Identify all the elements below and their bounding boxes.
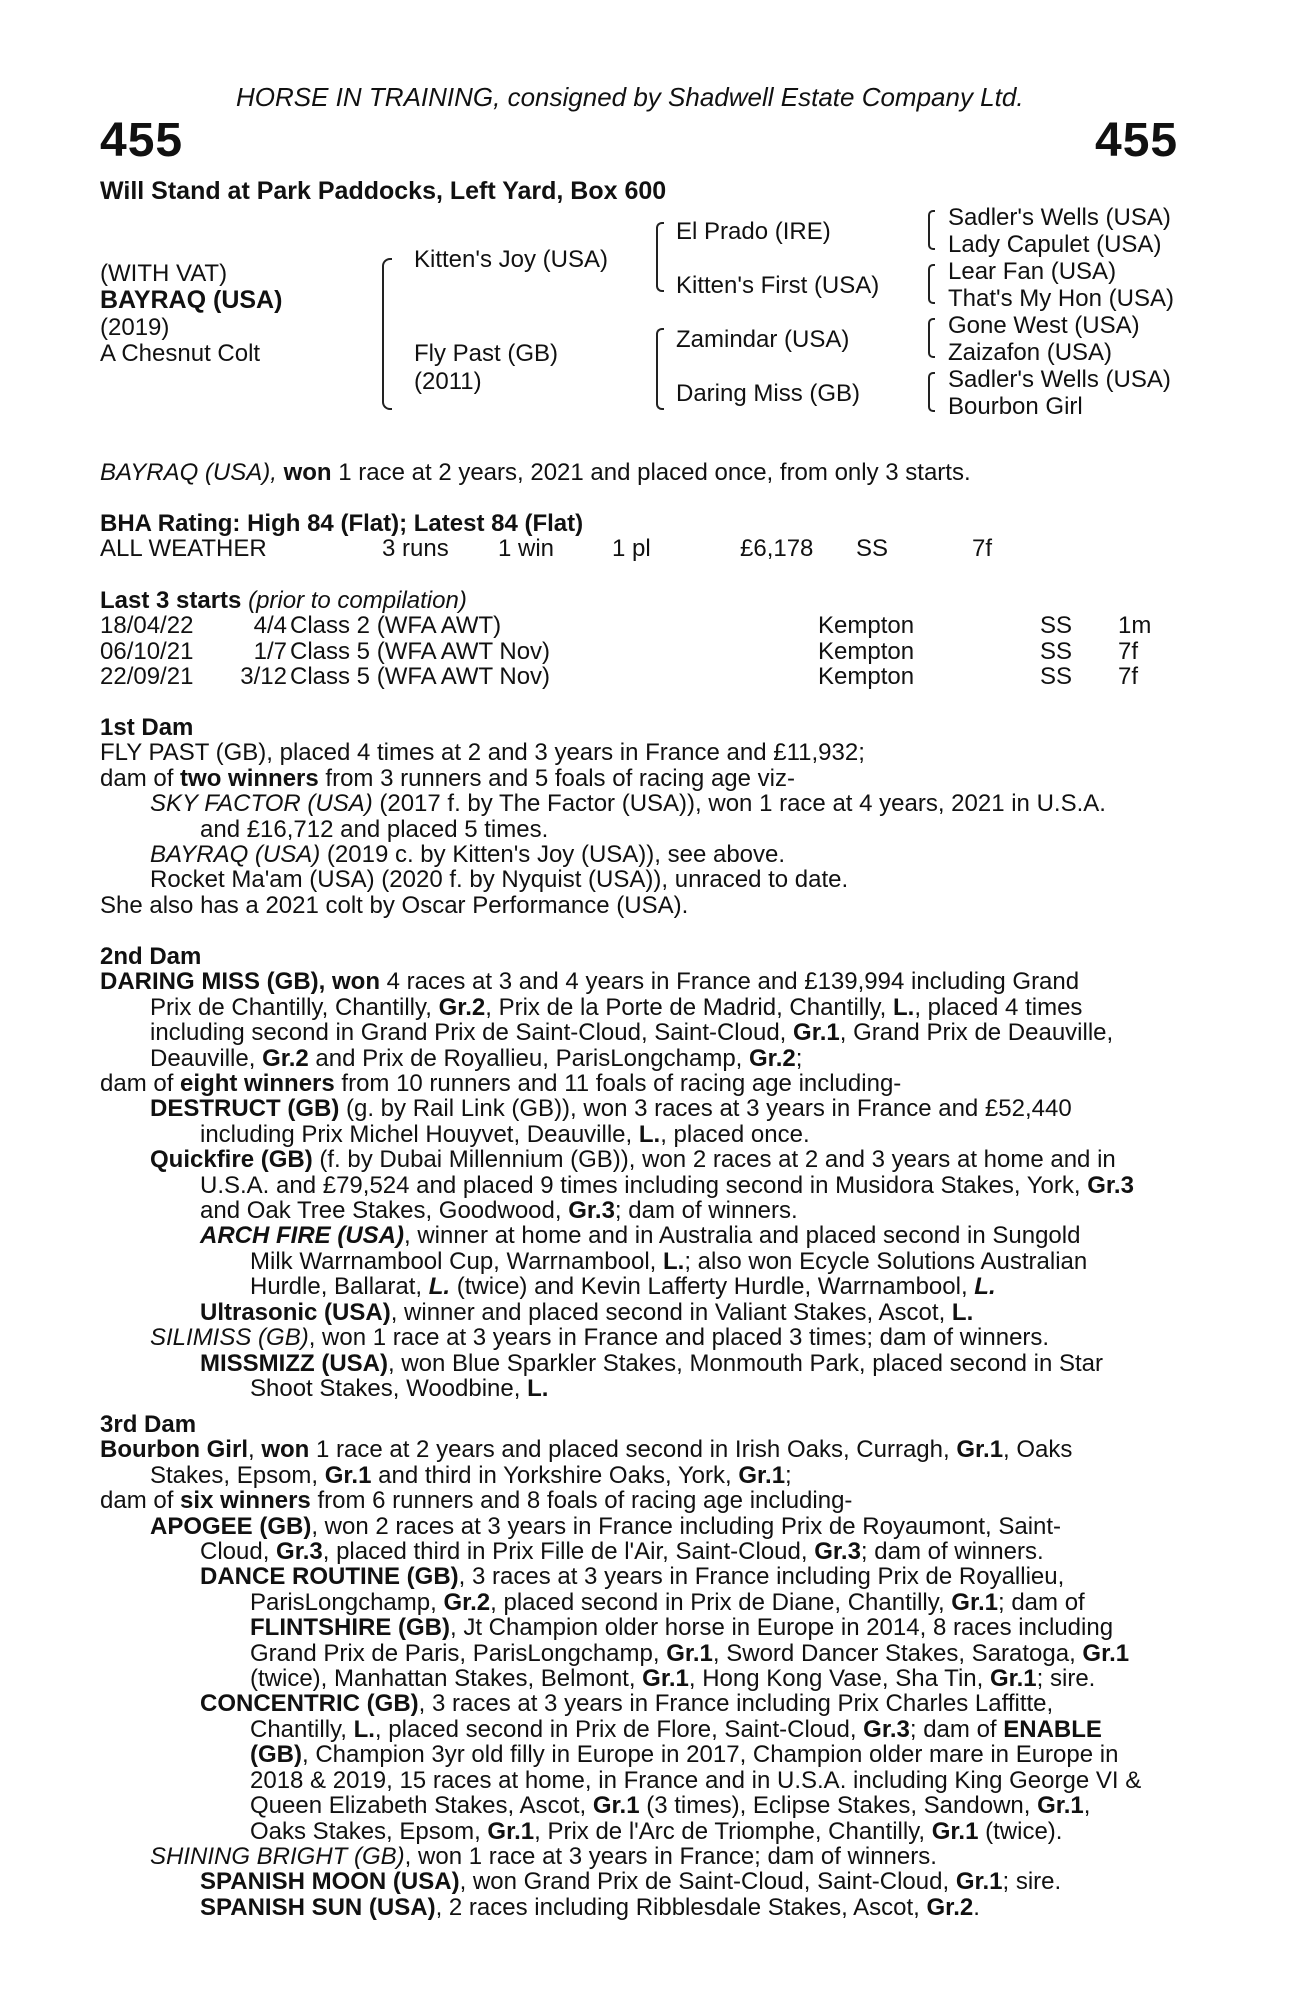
start-pos: 3/12 — [240, 663, 287, 691]
sire-dam: Kitten's First (USA) — [676, 272, 880, 299]
sire-sire: El Prado (IRE) — [676, 218, 831, 245]
start-pos: 4/4 — [253, 612, 287, 640]
second-dam-section: 2nd Dam DARING MISS (GB), won 4 races at 3 and 4 years in France and £139,994 including Grand Prix de Chantilly, Chantilly, Gr.2, Prix de la Porte de Madrid, Chantilly, L., placed 4 times including second in Grand Prix de Saint-Cloud, Saint-Cloud, Gr.1, Grand Prix de Deauville, Deauville, Gr.2 and Prix de Royallieu, ParisLongchamp, Gr.2; dam of eight winners from 10 runners and 11 foals of racing age including- DESTRUCT (GB) (g. by Rail Link (GB)), won 3 races at 3 years in France and £52,440 including Prix Michel Houyvet, Deauville, L., placed once. Quickfire (GB) (f. by Dubai Millennium (GB)), won 2 races at 2 and 3 years at home and in U.S.A. and £79,524 and placed 9 times including second in Musidora Stakes, York, Gr.3 and Oak Tree Stakes, Goodwood, Gr.3; dam of winners. ARCH FIRE (USA), winner at home and in Australia and placed second in Sungold Milk Warrnambool Cup, Warrnambool, L.; also won Ecycle Solutions Australian Hurdle, Ballarat, L. (twice) and Kevin Lafferty Hurdle, Warrnambool, L. Ultrasonic (USA), winner and placed second in Valiant Stakes, Ascot, L. SILIMISS (GB), won 1 race at 3 years in France and placed 3 times; dam of winners. MISSMIZZ (USA), won Blue Sparkler Stakes, Monmouth Park, placed second in Star Shoot Stakes, Woodbine, L. — [100, 943, 1134, 1402]
start-going: SS — [1040, 637, 1073, 665]
dam-brace — [656, 328, 664, 410]
stabling-location: Will Stand at Park Paddocks, Left Yard, Box 600 — [100, 177, 667, 205]
sire-brace — [656, 222, 664, 292]
start-course: Kempton — [818, 663, 915, 691]
horse-year: (2019) — [100, 314, 170, 341]
dd-sire: Sadler's Wells (USA) — [948, 366, 1171, 393]
start-race: Class 5 (WFA AWT Nov) — [290, 637, 551, 665]
third-dam-section: 3rd Dam Bourbon Girl, won 1 race at 2 years and placed second in Irish Oaks, Curragh, Gr.1, Oaks Stakes, Epsom, Gr.1 and third in Yorkshire Oaks, York, Gr.1; dam of six winners from 6 runners and 8 foals of racing age including- APOGEE (GB), won 2 races at 3 years in France including Prix de Royaumont, Saint- Cloud, Gr.3, placed third in Prix Fille de l'Air, Saint-Cloud, Gr.3; dam of winners. DANCE ROUTINE (GB), 3 races at 3 years in France including Prix de Royallieu, ParisLongchamp, Gr.2, placed second in Prix de Diane, Chantilly, Gr.1; dam of FLINTSHIRE (GB), Jt Champion older horse in Europe in 2014, 8 races including Grand Prix de Paris, ParisLongchamp, Gr.1, Sword Dancer Stakes, Saratoga, Gr.1 (twice), Manhattan Stakes, Belmont, Gr.1, Hong Kong Vase, Sha Tin, Gr.1; sire. CONCENTRIC (GB), 3 races at 3 years in France including Prix Charles Laffitte, Chantilly, L., placed second in Prix de Flore, Saint-Cloud, Gr.3; dam of ENABLE (GB), Champion 3yr old filly in Europe in 2017, Champion older mare in Europe in 2018 & 2019, 15 races at home, in France and in U.S.A. including King George VI & Queen Elizabeth Stakes, Ascot, Gr.1 (3 times), Eclipse Stakes, Sandown, Gr.1, Oaks Stakes, Epsom, Gr.1, Prix de l'Arc de Triomphe, Chantilly, Gr.1 (twice). SHINING BRIGHT (GB), won 1 race at 3 years in France; dam of winners. SPANISH MOON (USA), won Grand Prix de Saint-Cloud, Saint-Cloud, Gr.1; sire. SPANISH SUN (USA), 2 races including Ribblesdale Stakes, Ascot, Gr.2. — [100, 1411, 1142, 1921]
lot-number-right: 455 — [1095, 114, 1179, 167]
ds-dam: Zaizafon (USA) — [948, 339, 1113, 366]
sd-dam: That's My Hon (USA) — [948, 285, 1174, 312]
sd-brace — [928, 264, 935, 304]
last-starts-section: Last 3 starts (prior to compilation) 18/04/22 4/4 Class 2 (WFA AWT) Kempton SS 1m 06/10/21 1/7 Class 5 (WFA AWT Nov) Kempton SS 7f 22/09/21 3/12 Class 5 (WFA AWT Nov) Kempton SS 7f — [100, 588, 1210, 690]
vat-label: (WITH VAT) — [100, 260, 228, 287]
dd-dam: Bourbon Girl — [948, 393, 1083, 420]
start-pos: 1/7 — [253, 637, 287, 665]
start-race: Class 2 (WFA AWT) — [290, 612, 502, 640]
start-going: SS — [1040, 612, 1073, 640]
start-going: SS — [1040, 663, 1073, 691]
horse-name: BAYRAQ (USA) — [100, 286, 283, 314]
start-date: 22/09/21 — [100, 663, 194, 691]
last-starts-table — [100, 613, 1210, 689]
dam-year: (2011) — [414, 368, 482, 395]
race-summary: BAYRAQ (USA), won 1 race at 2 years, 2021 and placed once, from only 3 starts. — [100, 459, 971, 486]
rating-section — [100, 511, 1210, 562]
start-row — [100, 613, 1210, 638]
consignor-header: HORSE IN TRAINING, consigned by Shadwell Estate Company Ltd. — [236, 82, 1024, 112]
start-row — [100, 664, 1210, 689]
start-date: 18/04/22 — [100, 612, 194, 640]
start-dist: 7f — [1118, 637, 1139, 665]
start-course: Kempton — [818, 637, 915, 665]
sire: Kitten's Joy (USA) — [414, 246, 608, 273]
sd-sire: Lear Fan (USA) — [948, 258, 1117, 285]
ds-sire: Gone West (USA) — [948, 312, 1140, 339]
start-row — [100, 639, 1210, 664]
horse-description: A Chesnut Colt — [100, 340, 261, 367]
rating-title: BHA Rating: High 84 (Flat); Latest 84 (Flat) — [100, 510, 584, 537]
start-dist: 1m — [1118, 612, 1152, 640]
dam-dam: Daring Miss (GB) — [676, 380, 861, 407]
ss-sire: Sadler's Wells (USA) — [948, 204, 1171, 231]
ss-dam: Lady Capulet (USA) — [948, 231, 1162, 258]
dd-brace — [928, 372, 935, 412]
ds-brace — [928, 318, 935, 358]
lot-number-left: 455 — [100, 114, 184, 167]
start-dist: 7f — [1118, 663, 1139, 691]
first-dam-section: 1st Dam FLY PAST (GB), placed 4 times at 2 and 3 years in France and £11,932; dam of two winners from 3 runners and 5 foals of racing age viz- SKY FACTOR (USA) (2017 f. by The Factor (USA)), won 1 race at 4 years, 2021 in U.S.A. and £16,712 and placed 5 times. BAYRAQ (USA) (2019 c. by Kitten's Joy (USA)), see above. Rocket Ma'am (USA) (2020 f. by Nyquist (USA)), unraced to date. She also has a 2021 colt by Oscar Performance (USA). — [100, 714, 1106, 919]
start-course: Kempton — [818, 612, 915, 640]
rating-record-row: ALL WEATHER 3 runs 1 win 1 pl £6,178 SS 7f — [100, 535, 993, 563]
start-date: 06/10/21 — [100, 637, 194, 665]
start-race: Class 5 (WFA AWT Nov) — [290, 663, 551, 691]
pedigree-brace — [382, 258, 392, 410]
ss-brace — [928, 210, 935, 250]
dam: Fly Past (GB) — [414, 340, 559, 367]
dam-sire: Zamindar (USA) — [676, 326, 850, 353]
